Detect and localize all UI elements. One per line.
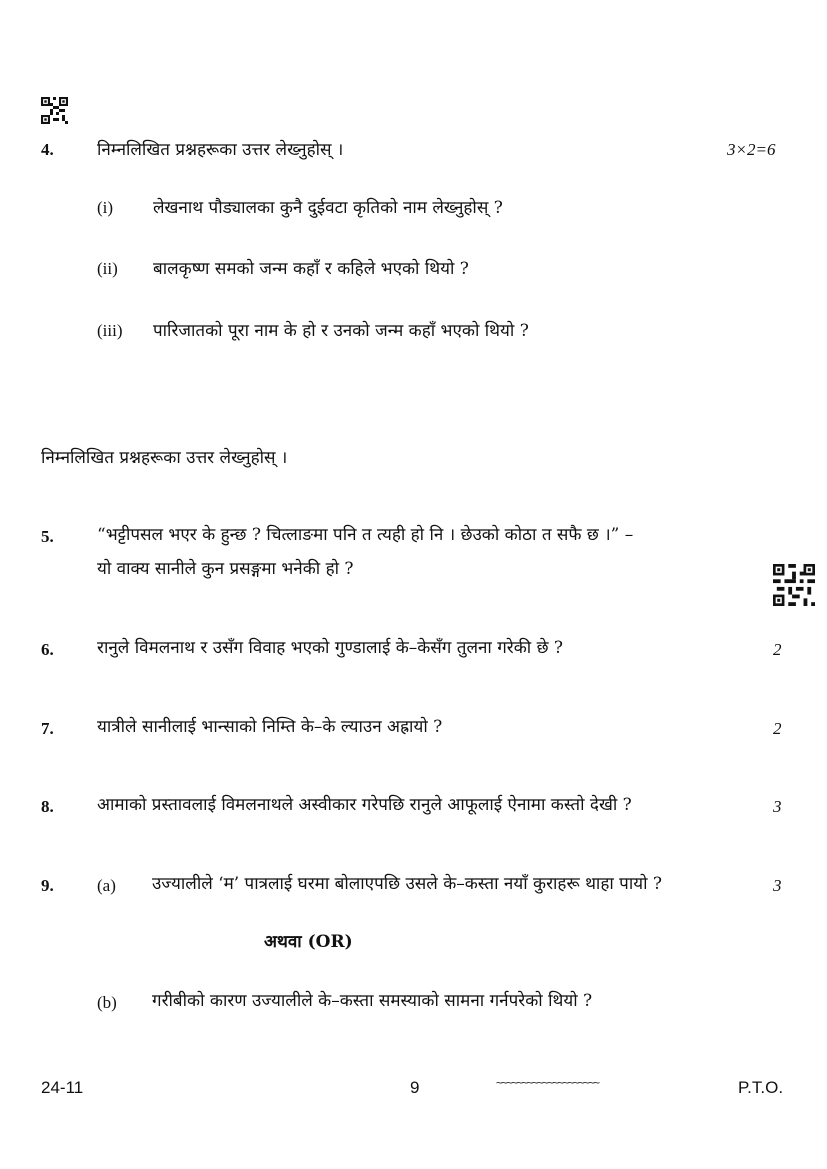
qr-code-large [773,564,815,606]
question-number: 9. [41,876,54,895]
marks: 3×2=6 [727,140,776,159]
or-separator: अथवा (OR) [264,932,353,952]
marks: 2 [773,719,782,738]
subpart-text: गरीबीको कारण उज्यालीले के–कस्ता समस्याको सामना गर्नपरेको थियो ? [152,991,593,1011]
marks: 3 [773,797,782,816]
subpart-label: (i) [97,198,114,217]
page-number: 9 [410,1078,420,1097]
paper-code: 24-11 [41,1078,84,1097]
question-text: आमाको प्रस्तावलाई विमलनाथले अस्वीकार गरेपछि रानुले आफूलाई ऐनामा कस्तो देखी ? [97,795,632,815]
subpart-label: (b) [97,993,117,1012]
question-text: निम्नलिखित प्रश्नहरूका उत्तर लेख्नुहोस् । [97,140,344,160]
subpart-label: (ii) [97,259,118,278]
question-text: यात्रीले सानीलाई भान्साको निम्ति के–के ल्याउन अह्रायो ? [97,717,443,737]
question-text: यो वाक्य सानीले कुन प्रसङ्गमा भनेकी हो ? [97,559,354,579]
subpart-label: (iii) [97,321,123,340]
pto-label: P.T.O. [738,1078,784,1097]
question-number: 5. [41,527,54,546]
marks: 2 [773,640,782,659]
subpart-text: बालकृष्ण समको जन्म कहाँ र कहिले भएको थियो ? [153,259,469,279]
question-text: “भट्टीपसल भएर के हुन्छ ? चित्लाङमा पनि त त्यही हो नि । छेउको कोठा त सफै छ ।” – [97,525,634,545]
question-text: रानुले विमलनाथ र उसँग विवाह भएको गुण्डालाई के–केसँग तुलना गरेकी छे ? [97,638,564,658]
question-number: 6. [41,640,54,659]
question-number: 4. [41,140,54,159]
section-instruction: निम्नलिखित प्रश्नहरूका उत्तर लेख्नुहोस् । [41,448,288,468]
qr-code-small [41,97,68,124]
subpart-text: पारिजातको पूरा नाम के हो र उनको जन्म कहाँ भएको थियो ? [153,321,529,341]
question-number: 8. [41,797,54,816]
subpart-text: लेखनाथ पौड्यालका कुनै दुईवटा कृतिको नाम लेख्नुहोस् ? [153,198,503,218]
subpart-label: (a) [97,876,116,895]
decorative-wave-line: ~~~~~~~~~~~~~~~~~~~~ [496,1076,599,1089]
subpart-text: उज्यालीले ‘म’ पात्रलाई घरमा बोलाएपछि उसले के–कस्ता नयाँ कुराहरू थाहा पायो ? [152,874,663,894]
marks: 3 [773,876,782,895]
question-number: 7. [41,719,54,738]
